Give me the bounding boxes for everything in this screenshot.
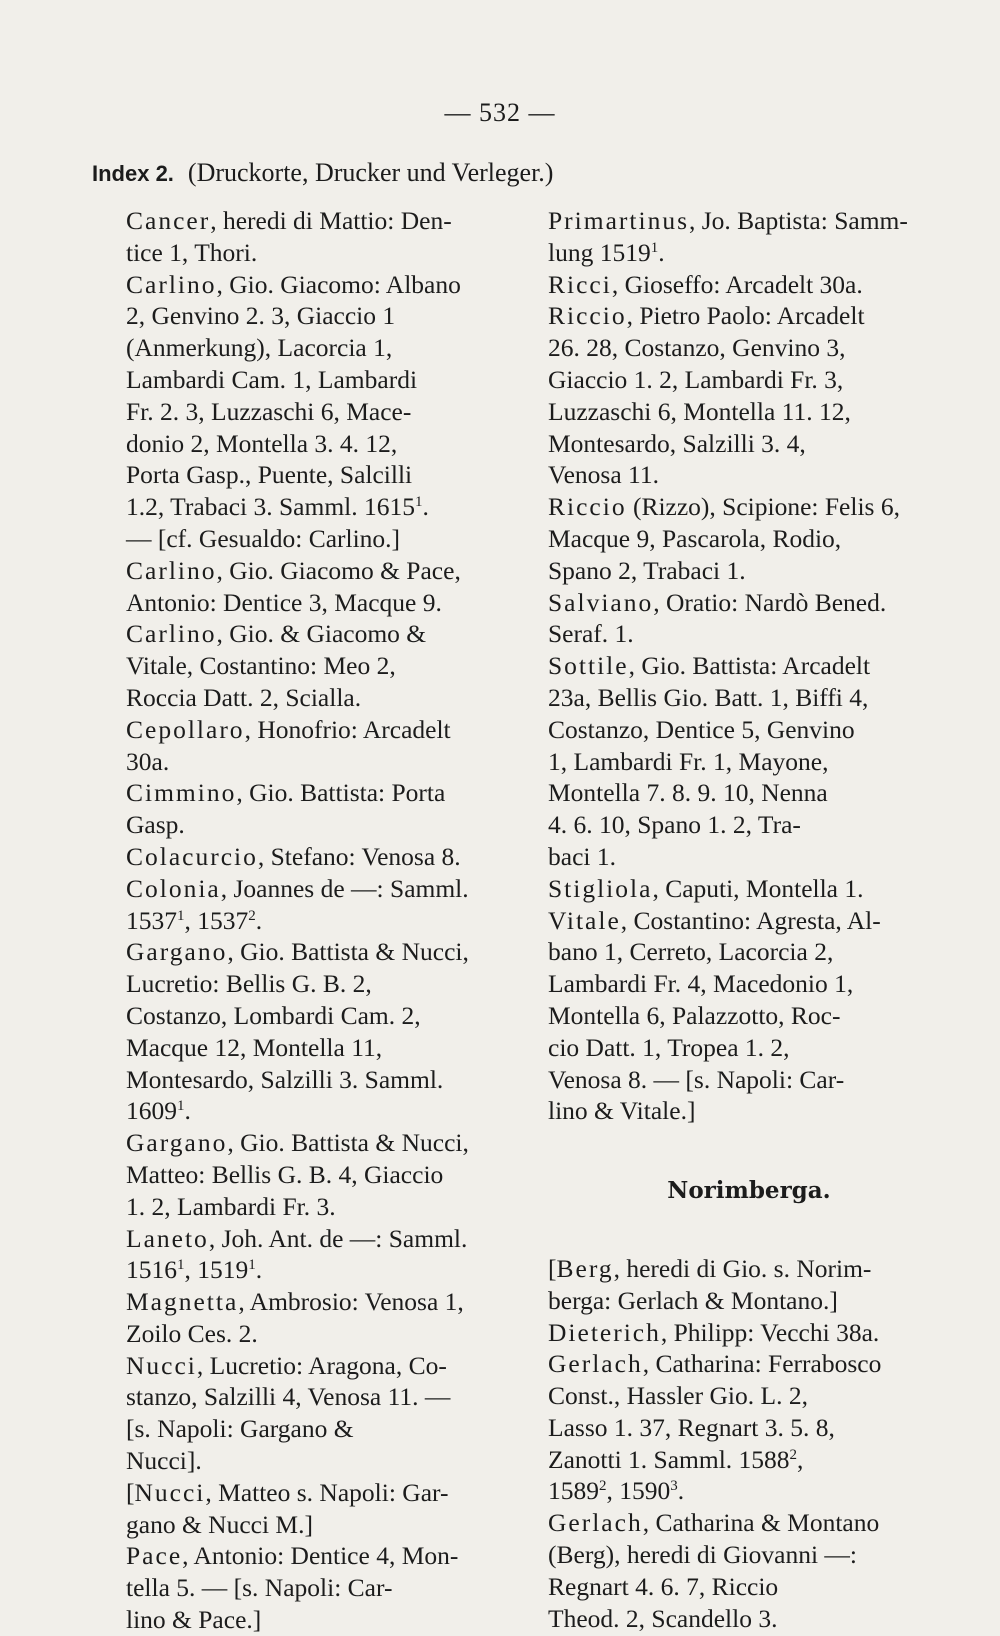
index-entry-line: [Nucci, Matteo s. Napoli: Gar- [126,1477,449,1507]
index-entry-line: Regnart 4. 6. 7, Riccio [548,1571,779,1601]
index-entry-line: stanzo, Salzilli 4, Venosa 11. — [126,1382,451,1412]
index-entry-line: Gargano, Gio. Battista & Nucci, [126,937,469,967]
index-entry-line: 1.2, Trabaci 3. Samml. 1615$^1$. [126,492,429,522]
index-entry-line: Theod. 2, Scandello 3. [548,1603,778,1633]
index-entry-line: Magnetta, Ambrosio: Venosa 1, [126,1287,464,1317]
index-entry [548,1253,950,1317]
index-entry [548,650,950,873]
index-entry-line: tice 1, Thori. [126,237,258,267]
index-entry-line: Macque 12, Montella 11, [126,1032,383,1062]
index-entry [126,1477,518,1541]
index-entry-line: [Berg, heredi di Gio. s. Norim- [548,1253,872,1283]
index-entry [126,714,518,778]
index-entry [126,1223,518,1287]
index-entry-line: 4. 6. 10, Spano 1. 2, Tra- [548,810,801,840]
index-entry-line: Luzzaschi 6, Montella 11. 12, [548,396,851,426]
index-entry-line: Costanzo, Lombardi Cam. 2, [126,1000,421,1030]
index-entry [548,1348,950,1507]
index-entry-line: 1516$^1$, 1519$^1$. [126,1255,263,1285]
index-entry-line: lino & Pace.] [126,1605,262,1635]
index-entry [126,1127,518,1222]
index-entry-line: Cimmino, Gio. Battista: Porta [126,778,446,808]
index-entry-line: 1537$^1$, 1537$^2$. [126,905,263,935]
index-entry-line: Stigliola, Caputi, Montella 1. [548,873,864,903]
index-entry [548,1317,950,1349]
index-entry-line: lino & Vitale.] [548,1096,696,1126]
index-entry-line: Carlino, Gio. & Giacomo & [126,619,427,649]
index-entry-line: Roccia Datt. 2, Scialla. [126,682,362,712]
right-column [548,205,950,1634]
index-entry-line: Zanotti 1. Samml. 1588$^2$, [548,1444,804,1474]
index-entry [548,587,950,651]
index-entry-line: Cepollaro, Honofrio: Arcadelt [126,714,451,744]
index-entry [126,873,518,937]
index-entry-line: Colacurcio, Stefano: Venosa 8. [126,841,461,871]
index-entry-line: Lambardi Cam. 1, Lambardi [126,364,418,394]
index-entry-line: Cancer, heredi di Mattio: Den- [126,206,452,235]
index-entry-line: Dieterich, Philipp: Vecchi 38a. [548,1317,880,1347]
index-entry-line: Montella 6, Palazzotto, Roc- [548,1000,841,1030]
index-entry-line: Venosa 8. — [s. Napoli: Car- [548,1064,845,1094]
index-entry [126,1540,518,1635]
index-entry-line: Pace, Antonio: Dentice 4, Mon- [126,1541,459,1571]
index-entry [126,841,518,873]
index-entry-line: Lambardi Fr. 4, Macedonio 1, [548,969,854,999]
index-entry-line: Lasso 1. 37, Regnart 3. 5. 8, [548,1412,835,1442]
index-entry-line: Primartinus, Jo. Baptista: Samm- [548,206,908,235]
index-entry-line: Vitale, Costantino: Meo 2, [126,651,396,681]
index-entry [548,491,950,586]
page-number: — 532 — [444,98,556,127]
index-entry-line: 1609$^1$. [126,1096,191,1126]
index-entry-line: Riccio (Rizzo), Scipione: Felis 6, [548,492,900,522]
index-entry-line: Carlino, Gio. Giacomo & Pace, [126,555,461,585]
index-entry-line: Nucci]. [126,1446,202,1476]
index-entry [126,1350,518,1477]
index-entry-line: 1589$^2$, 1590$^3$. [548,1476,685,1506]
index-entry-line: Montesardo, Salzilli 3. Samml. [126,1064,444,1094]
index-entry-line: donio 2, Montella 3. 4. 12, [126,428,398,458]
index-entry-line: Salviano, Oratio: Nardò Bened. [548,587,887,617]
index-entry-line: 30a. [126,746,170,776]
index-entry-line: 23a, Bellis Gio. Batt. 1, Biffi 4, [548,682,869,712]
index-entry-line: gano & Nucci M.] [126,1509,313,1539]
index-entry-line: Const., Hassler Gio. L. 2, [548,1381,808,1411]
index-entry-line: Laneto, Joh. Ant. de —: Samml. [126,1223,468,1253]
index-entry-line: 1, Lambardi Fr. 1, Mayone, [548,746,829,776]
index-entry-line: Porta Gasp., Puente, Salcilli [126,460,413,490]
index-entry-line: 26. 28, Costanzo, Genvino 3, [548,333,846,363]
index-entry [548,300,950,491]
index-entry [126,777,518,841]
index-entry-line: Lucretio: Bellis G. B. 2, [126,969,372,999]
index-entry-line: [s. Napoli: Gargano & [126,1414,354,1444]
index-entry-line: Gerlach, Catharina: Ferrabosco [548,1349,882,1379]
index-entry-line: Colonia, Joannes de —: Samml. [126,873,469,903]
index-entry-line: 2, Genvino 2. 3, Giaccio 1 [126,301,396,331]
index-entry-line: lung 1519$^1$. [548,237,665,267]
index-entry-line: Giaccio 1. 2, Lambardi Fr. 3, [548,364,844,394]
index-entry-line: Riccio, Pietro Paolo: Arcadelt [548,301,865,331]
index-entry-line: Gerlach, Catharina & Montano [548,1508,880,1538]
index-entry-line: Venosa 11. [548,460,659,490]
index-entry-line: 1. 2, Lambardi Fr. 3. [126,1191,336,1221]
index-entry [126,555,518,619]
index-entry-line: Vitale, Costantino: Agresta, Al- [548,905,881,935]
index-entry-line: tella 5. — [s. Napoli: Car- [126,1573,393,1603]
index-entry-line: Antonio: Dentice 3, Macque 9. [126,587,442,617]
index-entry-line: Spano 2, Trabaci 1. [548,555,746,585]
index-entry-line: — [cf. Gesualdo: Carlino.] [126,523,401,553]
index-subtitle: (Druckorte, Drucker und Verleger.) [187,158,554,187]
left-column [126,205,518,1636]
index-entry [126,269,518,555]
index-entry-line: Sottile, Gio. Battista: Arcadelt [548,651,871,681]
index-entry [548,905,950,1128]
index-entry-line: (Anmerkung), Lacorcia 1, [126,333,393,363]
index-entry-line: Fr. 2. 3, Luzzaschi 6, Mace- [126,396,412,426]
index-entry-line: Costanzo, Dentice 5, Genvino [548,714,855,744]
index-entry-line: Gasp. [126,810,185,840]
index-entry-line: Carlino, Gio. Giacomo: Albano [126,269,461,299]
index-entry-line: Nucci, Lucretio: Aragona, Co- [126,1350,447,1380]
index-entry-line: bano 1, Cerreto, Lacorcia 2, [548,937,834,967]
index-entry-line: Matteo: Bellis G. B. 4, Giaccio [126,1159,444,1189]
index-entry-line: cio Datt. 1, Tropea 1. 2, [548,1032,790,1062]
index-entry [548,269,950,301]
index-entry-line: baci 1. [548,841,616,871]
index-entry-line: Gargano, Gio. Battista & Nucci, [126,1128,469,1158]
index-entry-line: berga: Gerlach & Montano.] [548,1285,838,1315]
index-entry [126,618,518,713]
index-label: Index 2. [92,161,174,186]
index-entry [126,936,518,1127]
running-head [92,158,553,188]
index-entry-line: Zoilo Ces. 2. [126,1318,258,1348]
index-entry-line: Ricci, Gioseffo: Arcadelt 30a. [548,269,863,299]
section-heading-norimberga: Norimberga. [667,1177,831,1205]
index-entry [548,205,950,269]
index-entry-line: Seraf. 1. [548,619,634,649]
index-entry-line: (Berg), heredi di Giovanni —: [548,1540,858,1570]
index-entry [548,873,950,905]
index-entry-line: Montesardo, Salzilli 3. 4, [548,428,806,458]
index-entry [548,1507,950,1634]
index-entry [126,205,518,269]
index-entry-line: Montella 7. 8. 9. 10, Nenna [548,778,828,808]
index-entry-line: Macque 9, Pascarola, Rodio, [548,523,842,553]
index-entry [126,1286,518,1350]
